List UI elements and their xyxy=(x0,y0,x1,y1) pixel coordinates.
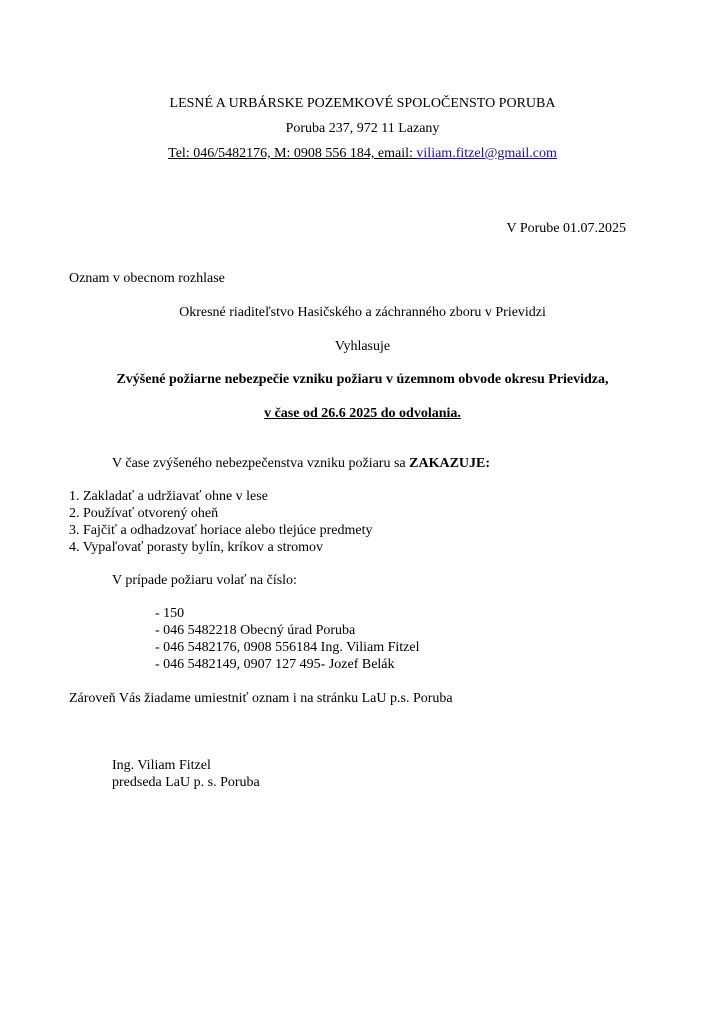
org-address: Poruba 237, 972 11 Lazany xyxy=(285,121,440,136)
signature-name: Ing. Viliam Fitzel xyxy=(112,758,211,773)
list-item: 2. Používať otvorený oheň xyxy=(69,506,219,521)
period-line: v čase od 26.6 2025 do odvolania. xyxy=(264,406,461,421)
org-name: LESNÉ A URBÁRSKE POZEMKOVÉ SPOLOČENSTO PORUBA xyxy=(169,96,556,111)
list-item: - 046 5482176, 0908 556184 Ing. Viliam Fitzel xyxy=(155,640,420,655)
org-contact-line xyxy=(0,145,725,163)
list-item: - 150 xyxy=(155,606,185,621)
prohibition-intro-text: V čase zvýšeného nebezpečenstva vzniku požiaru sa xyxy=(112,456,410,471)
prohibition-list xyxy=(69,488,373,556)
emergency-intro: V prípade požiaru volať na číslo: xyxy=(112,573,297,588)
list-item: - 046 5482149, 0907 127 495- Jozef Belák xyxy=(155,657,395,672)
list-item: 3. Fajčiť a odhadzovať horiace alebo tlejúce predmety xyxy=(69,523,373,538)
date-line: V Porube 01.07.2025 xyxy=(506,221,626,236)
authority-line: Okresné riaditeľstvo Hasičského a záchranného zboru v Prievidzi xyxy=(179,305,546,320)
list-item: - 046 5482218 Obecný úrad Poruba xyxy=(155,623,356,638)
email-link[interactable]: viliam.fitzel@gmail.com xyxy=(416,146,557,161)
list-item: 1. Zakladať a udržiavať ohne v lese xyxy=(69,489,268,504)
declares-line: Vyhlasuje xyxy=(334,339,391,354)
request-line: Zároveň Vás žiadame umiestniť oznam i na stránku LaU p.s. Poruba xyxy=(69,691,453,706)
prohibition-intro xyxy=(112,455,490,473)
subject-line: Oznam v obecnom rozhlase xyxy=(69,271,225,286)
prohibition-keyword: ZAKAZUJE: xyxy=(409,456,491,471)
list-item: 4. Vypaľovať porasty bylín, kríkov a stromov xyxy=(69,540,324,555)
signature-title: predseda LaU p. s. Poruba xyxy=(112,775,260,790)
headline: Zvýšené požiarne nebezpečie vzniku požiaru v územnom obvode okresu Prievidza, xyxy=(116,372,609,387)
emergency-numbers xyxy=(155,605,420,673)
contact-text: Tel: 046/5482176, M: 0908 556 184, email: xyxy=(168,146,417,161)
